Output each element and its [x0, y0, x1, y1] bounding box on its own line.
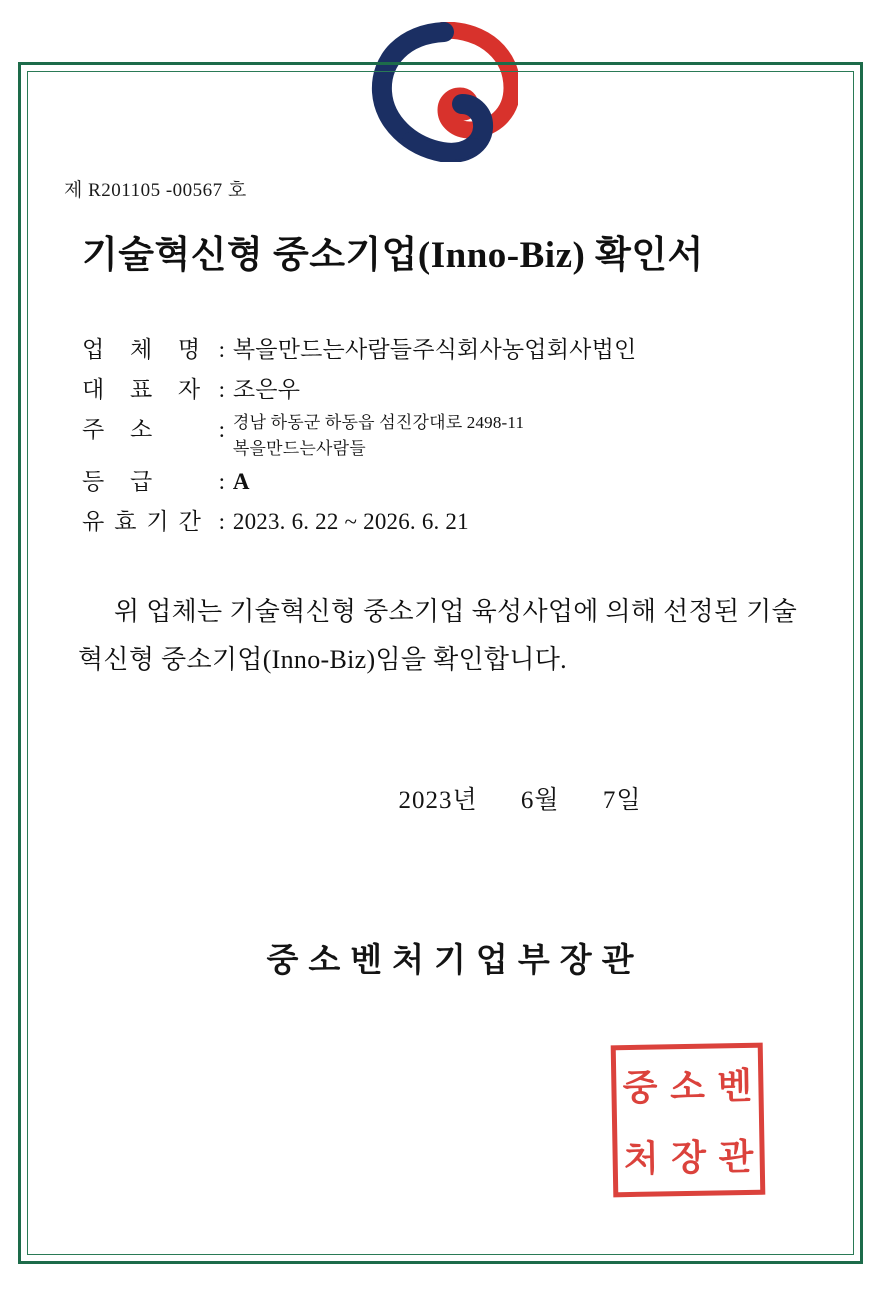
- table-row-company-name: [82, 330, 636, 370]
- colon-grade: :: [218, 469, 226, 494]
- label-representative: 대 표 자: [82, 377, 211, 402]
- seal-char-2: 소: [669, 1065, 706, 1109]
- seal-char-5: 장: [670, 1136, 707, 1180]
- label-grade: 등 급: [82, 469, 163, 494]
- issue-date-month: 6월: [520, 787, 560, 814]
- colon-address: :: [218, 417, 226, 442]
- label-company-name: 업 체 명: [82, 337, 211, 362]
- label-valid-period: 유효기간: [82, 509, 211, 534]
- page-title: 기술혁신형 중소기업(Inno-Biz) 확인서: [82, 235, 704, 276]
- table-row-valid-period: [82, 502, 636, 542]
- issuer-name: 중소벤처기업부장관: [266, 943, 644, 979]
- table-row-grade: [82, 462, 636, 502]
- issue-date-year: 2023년: [398, 787, 478, 814]
- value-representative: 조은우: [232, 377, 301, 402]
- company-info-table: [82, 330, 636, 542]
- certificate-content: [60, 175, 830, 981]
- value-company-name: 복을만드는사람들주식회사농업회사법인: [232, 337, 637, 362]
- value-grade: A: [232, 469, 250, 494]
- address-line-1: 경남 하동군 하동읍 섬진강대로 2498-11: [232, 413, 525, 432]
- seal-char-1: 중: [622, 1066, 658, 1110]
- value-valid-period: 2023. 6. 22 ~ 2026. 6. 21: [232, 509, 469, 534]
- colon-representative: :: [218, 377, 226, 402]
- address-line-2: 복을만드는사람들: [232, 439, 366, 458]
- document-number: 제 R201105 -00567 호: [64, 180, 247, 201]
- seal-char-6: 관: [718, 1135, 754, 1179]
- table-row-representative: [82, 370, 636, 410]
- table-row-address: [82, 410, 636, 462]
- colon-company-name: :: [218, 337, 226, 362]
- value-address: [233, 410, 637, 462]
- seal-char-4: 처: [623, 1137, 660, 1181]
- seal-char-3: 벤: [716, 1064, 753, 1108]
- issue-date-day: 7일: [602, 787, 642, 814]
- official-seal-stamp: [611, 1043, 766, 1198]
- label-address: 주 소: [82, 417, 163, 442]
- issue-date: [60, 780, 830, 816]
- certificate-body-text: 위 업체는 기술혁신형 중소기업 육성사업에 의해 선정된 기술혁신형 중소기업(Inno-Biz)임을 확인합니다.: [78, 597, 798, 674]
- colon-valid-period: :: [218, 509, 226, 534]
